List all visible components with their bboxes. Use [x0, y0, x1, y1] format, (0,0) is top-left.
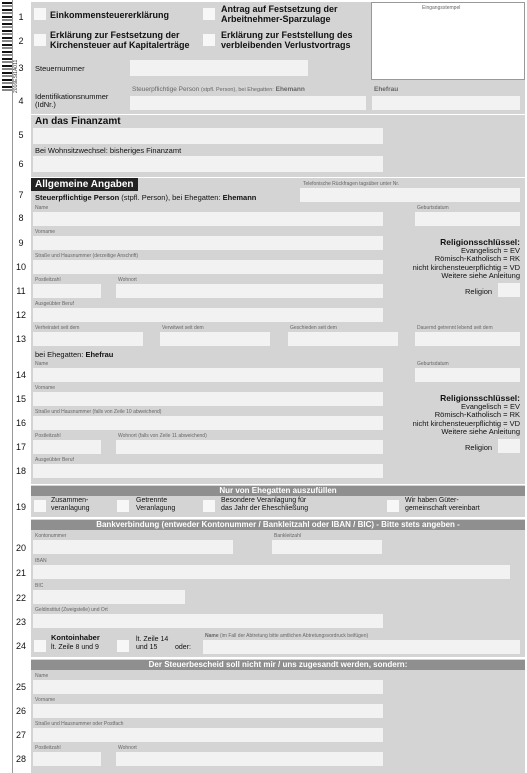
taxpayer-religion-field[interactable] [498, 283, 520, 297]
id-number-label-1: Identifikationsnummer [35, 92, 109, 101]
line-number: 26 [15, 706, 26, 716]
divorced-since-field[interactable] [288, 332, 398, 346]
tax-number-field[interactable] [130, 60, 308, 76]
notice-street-field[interactable] [33, 728, 383, 742]
spouse-name-caption: Name [35, 361, 49, 367]
line-number: 24 [15, 641, 26, 651]
line-number: 15 [15, 394, 26, 404]
community-property-label-2: gemeinschaft vereinbart [405, 505, 480, 512]
special-assessment-label-2: das Jahr der Eheschließung [221, 505, 309, 512]
taxpayer-birth-field[interactable] [415, 212, 520, 226]
line-number: 20 [15, 543, 26, 553]
joint-assessment-checkbox[interactable] [34, 500, 46, 512]
taxpayer-label: Steuerpflichtige Person [35, 193, 120, 202]
finanzamt-title: An das Finanzamt [35, 116, 121, 127]
line-number: 25 [15, 682, 26, 692]
spouse-wife-label: Ehefrau [85, 350, 114, 359]
left-margin-line [12, 0, 13, 773]
tax-number-label: Steuernummer [35, 64, 85, 73]
savings-bonus-label-2: Arbeitnehmer-Sparzulage [221, 14, 331, 24]
notice-firstname-field[interactable] [33, 704, 383, 718]
holder-title: Kontoinhaber [51, 633, 100, 642]
finanzamt-field[interactable] [33, 128, 383, 144]
spouse-religion-label: Religion [465, 443, 493, 452]
bic-caption: BIC [35, 583, 44, 589]
holder-name-field[interactable] [203, 640, 520, 654]
previous-finanzamt-label: Bei Wohnsitzwechsel: bisheriges Finanzamt [35, 146, 182, 155]
holder-opt2-label-2: und 15 [136, 644, 158, 651]
taxpayer-birth-caption: Geburtsdatum [417, 205, 449, 211]
spouse-city-caption: Wohnort (falls von Zeile 11 abweichend) [118, 433, 207, 439]
line-number: 17 [15, 442, 26, 452]
spouse-street-caption: Straße und Hausnummer (falls von Zeile 10 abweichend) [35, 409, 162, 415]
church-tax-label-1: Erklärung zur Festsetzung der [50, 30, 180, 40]
taxpayer-city-field[interactable] [116, 284, 383, 298]
taxpayer-job-caption: Ausgeübter Beruf [35, 301, 74, 307]
loss-carryforward-label-2: verbleibenden Verlustvortrags [221, 40, 351, 50]
line-number: 1 [18, 12, 24, 22]
notice-firstname-caption: Vorname [35, 697, 56, 703]
line-number: 11 [16, 286, 26, 296]
taxpayer-name-caption: Name [35, 205, 49, 211]
notice-street-caption: Straße und Hausnummer oder Postfach [35, 721, 124, 727]
holder-opt2-label [136, 636, 168, 652]
bank-title: Bankverbindung (entweder Kontonummer / Bankleitzahl oder IBAN / BIC) - Bitte stets angeben - [31, 520, 525, 530]
married-since-field[interactable] [33, 332, 143, 346]
taxpayer-plz-caption: Postleitzahl [35, 277, 61, 283]
religion-key-more: Weitere siehe Anleitung [441, 270, 520, 280]
spouse-birth-caption: Geburtsdatum [417, 361, 449, 367]
account-number-field[interactable] [33, 540, 233, 554]
spouse-firstname-field[interactable] [33, 392, 383, 406]
special-assessment-label [221, 497, 308, 513]
spouse-religion-key-more: Weitere siehe Anleitung [441, 426, 520, 436]
notice-title: Der Steuerbescheid soll nicht mir / uns zugesandt werden, sondern: [31, 660, 525, 670]
line-number: 21 [15, 568, 26, 578]
taxpayer-firstname-caption: Vorname [35, 229, 56, 235]
spouse-religion-key-title: Religionsschlüssel: [440, 393, 520, 403]
line-number: 8 [18, 213, 24, 223]
line-number: 13 [15, 334, 26, 344]
notice-plz-caption: Postleitzahl [35, 745, 61, 751]
line-number: 6 [18, 159, 24, 169]
religion-key-vd: nicht kirchensteuerpflichtig = VD [412, 262, 520, 272]
bic-field[interactable] [33, 590, 185, 604]
taxpayer-note: (stpfl. Person), bei Ehegatten: [121, 193, 221, 202]
taxpayer-religion-label: Religion [465, 287, 493, 296]
spouse-job-field[interactable] [33, 464, 383, 478]
holder-or-label: oder: [175, 644, 191, 651]
bank-code-caption: Bankleitzahl [274, 533, 301, 539]
separated-since-caption: Dauernd getrennt lebend seit dem [417, 325, 493, 331]
religion-key-ev: Evangelisch = EV [461, 246, 520, 256]
joint-assessment-label [51, 497, 90, 513]
spouse-religion-key-vd: nicht kirchensteuerpflichtig = VD [412, 418, 520, 428]
previous-finanzamt-field[interactable] [33, 156, 383, 172]
spouse-religion-key-ev: Evangelisch = EV [461, 402, 520, 412]
widowed-since-caption: Verwitwet seit dem [162, 325, 204, 331]
income-tax-label: Einkommensteuererklärung [50, 10, 170, 20]
taxpayer-firstname-field[interactable] [33, 236, 383, 250]
line-number: 14 [15, 370, 26, 380]
community-property-checkbox[interactable] [387, 500, 399, 512]
account-number-caption: Kontonummer [35, 533, 67, 539]
special-assessment-checkbox[interactable] [203, 500, 215, 512]
spouse-religion-key-legend [380, 394, 520, 436]
religion-key-rk: Römisch-Katholisch = RK [434, 254, 520, 264]
community-property-label-1: Wir haben Güter- [405, 497, 459, 504]
line-number: 5 [18, 130, 24, 140]
spouse-city-field[interactable] [116, 440, 383, 454]
income-tax-checkbox[interactable] [34, 8, 46, 20]
line-number: 3 [18, 63, 24, 73]
joint-assessment-label-2: veranlagung [51, 505, 90, 512]
joint-assessment-label-1: Zusammen- [51, 497, 89, 504]
id-wife-field[interactable] [372, 96, 520, 110]
separate-assessment-checkbox[interactable] [117, 500, 129, 512]
spouse-street-field[interactable] [33, 416, 383, 430]
holder-name-note: (im Fall der Abtretung bitte amtlichen Abtretungsvordruck beifügen) [220, 633, 369, 639]
line-number: 16 [15, 418, 26, 428]
spouse-label: bei Ehegatten: [35, 350, 84, 359]
loss-carryforward-label-1: Erklärung zur Feststellung des [221, 30, 353, 40]
line-number: 10 [15, 262, 26, 272]
institute-field[interactable] [33, 614, 383, 628]
spouse-religion-field[interactable] [498, 439, 520, 453]
line-number: 23 [15, 617, 26, 627]
id-taxpayer-caption [132, 86, 305, 93]
line-number: 9 [18, 238, 24, 248]
notice-name-caption: Name [35, 673, 49, 679]
id-husband-field[interactable] [130, 96, 366, 110]
receipt-stamp-area [371, 2, 525, 80]
taxpayer-street-caption: Straße und Hausnummer (derzeitige Anschrift) [35, 253, 139, 259]
church-tax-label-2: Kirchensteuer auf Kapitalerträge [50, 40, 190, 50]
savings-bonus-checkbox[interactable] [203, 8, 215, 20]
community-property-label [405, 497, 480, 513]
separate-assessment-label [136, 497, 175, 513]
divorced-since-caption: Geschieden seit dem [290, 325, 337, 331]
taxpayer-name-field[interactable] [33, 212, 383, 226]
id-number-label-2: (IdNr.) [35, 100, 56, 109]
notice-city-caption: Wohnort [118, 745, 137, 751]
spouse-name-field[interactable] [33, 368, 383, 382]
holder-opt2-label-1: lt. Zeile 14 [136, 636, 169, 643]
spouse-plz-field[interactable] [33, 440, 101, 454]
holder-name-caption [205, 633, 368, 639]
form-side-code: 2016ESt1A011 [13, 59, 19, 93]
loss-carryforward-checkbox[interactable] [203, 34, 215, 46]
institute-caption: Geldinstitut (Zweigstelle) und Ort [35, 607, 108, 613]
id-wife-label: Ehefrau [374, 86, 399, 93]
separated-since-field[interactable] [415, 332, 520, 346]
line-number: 18 [15, 466, 26, 476]
taxpayer-husband-label: Ehemann [222, 193, 257, 202]
taxpayer-street-field[interactable] [33, 260, 383, 274]
spouse-job-caption: Ausgeübter Beruf [35, 457, 74, 463]
religion-key-legend [380, 238, 520, 280]
church-tax-checkbox[interactable] [34, 34, 46, 46]
line-number: 22 [15, 593, 26, 603]
notice-city-field[interactable] [116, 752, 383, 766]
line-number: 4 [18, 96, 24, 106]
holder-opt2-checkbox[interactable] [117, 640, 129, 652]
phone-caption: Telefonische Rückfragen tagsüber unter Nr. [303, 181, 400, 187]
phone-field[interactable] [300, 188, 520, 202]
taxpayer-caption [35, 193, 256, 202]
spouse-religion-key-rk: Römisch-Katholisch = RK [434, 410, 520, 420]
spouse-caption [35, 350, 113, 359]
id-taxpayer-note: (stpfl. Person), bei Ehegatten: [201, 87, 274, 93]
spouse-firstname-caption: Vorname [35, 385, 56, 391]
spouse-plz-caption: Postleitzahl [35, 433, 61, 439]
line-number: 19 [15, 502, 26, 512]
iban-caption: IBAN [35, 558, 47, 564]
spouses-only-title: Nur von Ehegatten auszufüllen [31, 486, 525, 496]
receipt-stamp-label: Eingangsstempel [422, 5, 461, 11]
general-title: Allgemeine Angaben [31, 178, 138, 191]
iban-field[interactable] [33, 565, 510, 579]
taxpayer-city-caption: Wohnort [118, 277, 137, 283]
married-since-caption: Verheiratet seit dem [35, 325, 80, 331]
spouse-birth-field[interactable] [415, 368, 520, 382]
notice-plz-field[interactable] [33, 752, 101, 766]
taxpayer-plz-field[interactable] [33, 284, 101, 298]
widowed-since-field[interactable] [160, 332, 270, 346]
notice-name-field[interactable] [33, 680, 383, 694]
special-assessment-label-1: Besondere Veranlagung für [221, 497, 307, 504]
taxpayer-job-field[interactable] [33, 308, 383, 322]
separate-assessment-label-1: Getrennte [136, 497, 168, 504]
bank-code-field[interactable] [272, 540, 382, 554]
religion-key-title: Religionsschlüssel: [440, 237, 520, 247]
line-number: 27 [15, 730, 26, 740]
holder-opt1-checkbox[interactable] [34, 640, 46, 652]
separate-assessment-label-2: Veranlagung [136, 505, 176, 512]
line-number: 28 [15, 754, 26, 764]
line-number: 2 [18, 36, 24, 46]
savings-bonus-label-1: Antrag auf Festsetzung der [221, 4, 338, 14]
holder-opt1-label: lt. Zeile 8 und 9 [51, 644, 99, 651]
line-number: 7 [18, 190, 24, 200]
id-taxpayer-label: Steuerpflichtige Person [132, 86, 200, 93]
id-husband-label: Ehemann [275, 86, 305, 93]
line-number: 12 [15, 310, 26, 320]
holder-name-label: Name [205, 633, 219, 639]
